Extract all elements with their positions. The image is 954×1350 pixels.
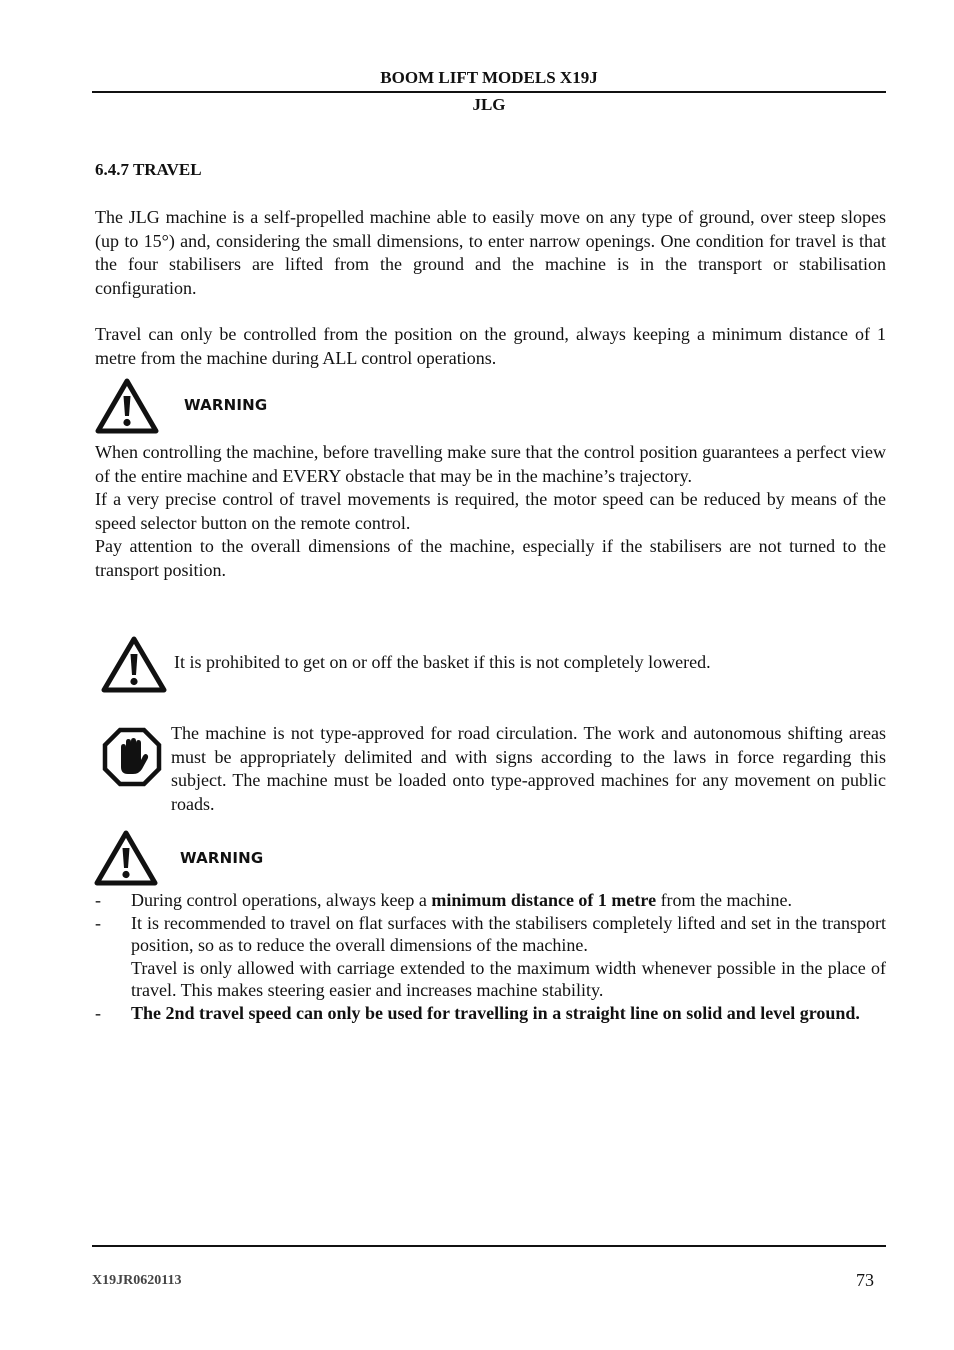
list-item-text-2: Travel is only allowed with carriage extended to the maximum width whenever possible in the place of travel. This makes steering easier and increases machine stability. [131, 957, 886, 1000]
intro-paragraph-1 [95, 206, 886, 300]
list-item [95, 889, 886, 912]
road-notice [171, 722, 886, 816]
warning-2-list [95, 889, 886, 1024]
warning-1-line-3: Pay attention to the overall dimensions of the machine, especially if the stabilisers are not turned to the transport position. [95, 536, 886, 580]
page-number: 73 [856, 1270, 874, 1290]
list-item [95, 912, 886, 1002]
warning-1-line-1: When controlling the machine, before travelling make sure that the control position guarantees a perfect view of the entire machine and EVERY obstacle that may be in the machine’s trajectory. [95, 442, 886, 486]
header-divider [92, 91, 886, 93]
warning-triangle-icon [101, 636, 167, 693]
document-code: X19JR0620113 [92, 1273, 182, 1288]
list-dash: - [95, 912, 101, 933]
list-item-bold: minimum distance of 1 metre [431, 890, 657, 910]
list-item-text-end: from the machine. [656, 890, 793, 910]
intro-paragraph-2 [95, 323, 886, 370]
footer-divider [92, 1245, 886, 1247]
warning-triangle-icon [95, 378, 159, 434]
basket-notice [174, 651, 886, 675]
warning-label-2: WARNING [180, 849, 264, 867]
road-notice-text: The machine is not type-approved for road circulation. The work and autonomous shifting areas must be appropriately delimited and with signs according to the laws in force regarding this subject. The machine must be loaded onto type-approved machines for any movement on public roads. [171, 723, 886, 814]
warning-1-text [95, 441, 886, 582]
warning-label-1: WARNING [184, 396, 268, 414]
basket-notice-text: It is prohibited to get on or off the basket if this is not completely lowered. [174, 652, 711, 672]
list-item-text: It is recommended to travel on flat surfaces with the stabilisers completely lifted and set in the transport position, so as to reduce the overall dimensions of the machine. [131, 912, 886, 955]
list-item-text: During control operations, always keep a [131, 890, 432, 910]
warning-1-line-2: If a very precise control of travel movements is required, the motor speed can be reduced by means of the speed selector button on the remote control. [95, 489, 886, 533]
list-dash: - [95, 890, 101, 910]
warning-triangle-icon [94, 830, 158, 886]
intro-text-2: Travel can only be controlled from the position on the ground, always keeping a minimum distance of 1 metre from the machine during ALL control operations. [95, 324, 886, 368]
header-title: BOOM LIFT MODELS X19J [380, 68, 598, 87]
list-item [95, 1002, 886, 1025]
stop-hand-icon [102, 727, 162, 787]
section-title: 6.4.7 TRAVEL [95, 160, 202, 179]
list-dash: - [95, 1002, 101, 1023]
intro-text-1: The JLG machine is a self-propelled machine able to easily move on any type of ground, over steep slopes (up to 15°) and, considering the small dimensions, to enter narrow openings. One condition for travel is that the four stabilisers are lifted from the ground and the machine is in the transport or stabilisation configuration. [95, 207, 886, 298]
list-item-bold: The 2nd travel speed can only be used for travelling in a straight line on solid and level ground. [131, 1002, 860, 1023]
header-subtitle: JLG [472, 95, 506, 114]
